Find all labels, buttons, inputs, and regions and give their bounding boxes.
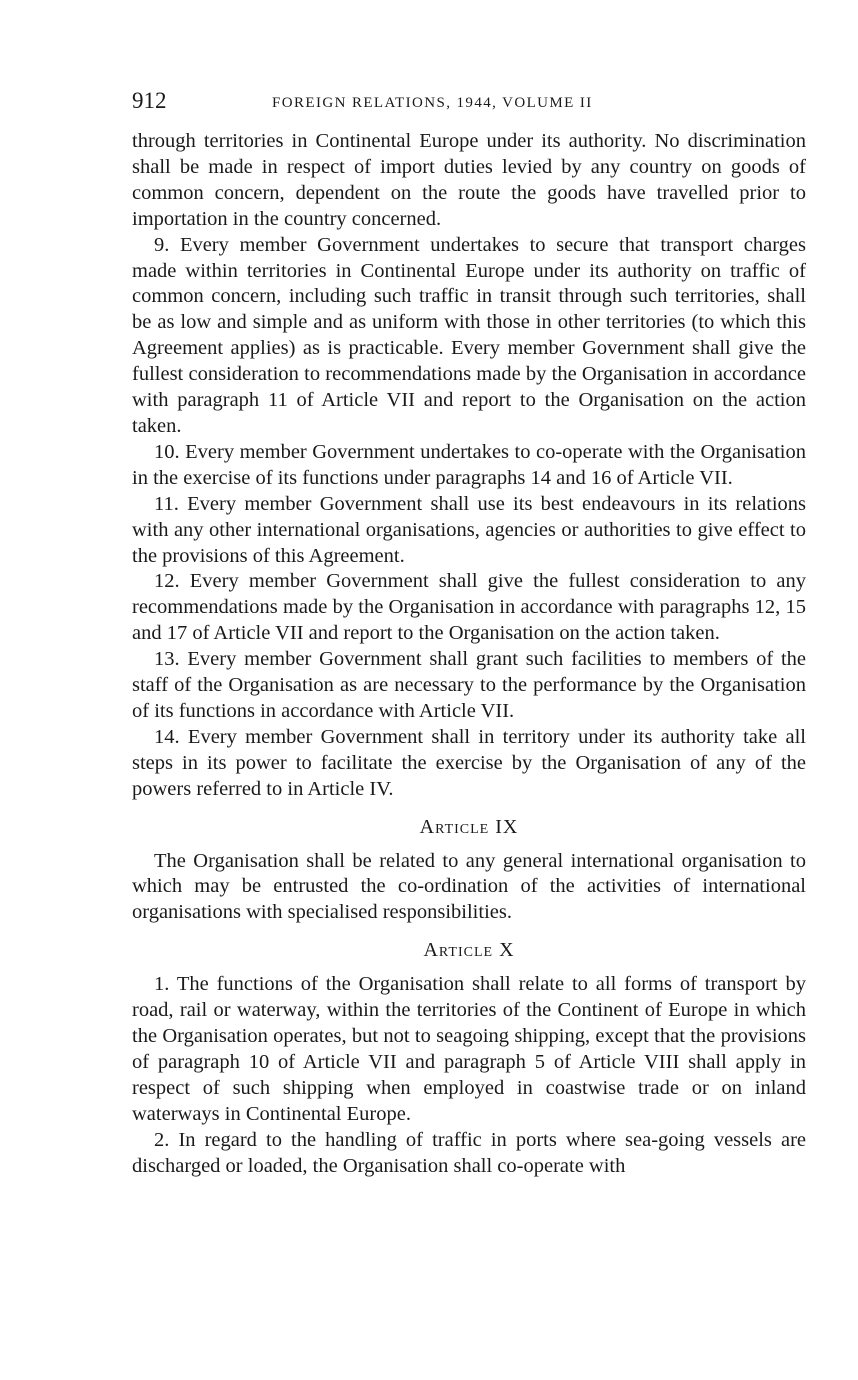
article-x-heading: Article X	[423, 939, 515, 962]
document-body	[132, 129, 806, 1180]
paragraph-14: 14. Every member Government shall in territory under its authority take all steps in its power to facilitate the exercise by the Organisation of any of the powers referred to in Article IV.	[132, 725, 806, 800]
page-number: 912	[132, 88, 167, 113]
article-ix-heading: Article IX	[419, 815, 519, 838]
article-ix-paragraph: The Organisation shall be related to any general international organisation to which may be entrusted the co-ordination of the activities of international organisations with specialised responsibilities.	[132, 849, 806, 924]
paragraph-13: 13. Every member Government shall grant such facilities to members of the staff of the Organisation as are necessary to the performance by the Organisation of its functions in accordance with Article VII.	[132, 648, 806, 722]
article-x-paragraph-1: 1. The functions of the Organisation shall relate to all forms of transport by road, rail or waterway, within the territories of the Continent of Europe in which the Organisation operates, but not to seagoing shipping, except that the provisions of paragraph 10 of Article VII and paragraph 5 of Article VIII shall apply in respect of such shipping when employed in coastwise trade or on inland waterways in Continental Europe.	[132, 973, 806, 1125]
paragraph-11: 11. Every member Government shall use its best endeavours in its relations with any other international organisations, agencies or authorities to give effect to the provisions of this Agreement.	[132, 492, 806, 567]
article-x-paragraph-2: 2. In regard to the handling of traffic in ports where sea-going vessels are discharged or loaded, the Organisation shall co-operate with	[132, 1128, 806, 1177]
running-head	[132, 84, 806, 118]
paragraph-10: 10. Every member Government undertakes to co-operate with the Organisation in the exercise of its functions under paragraphs 14 and 16 of Article VII.	[132, 440, 806, 489]
running-title: FOREIGN RELATIONS, 1944, VOLUME II	[272, 95, 593, 111]
paragraph-12: 12. Every member Government shall give the fullest consideration to any recommendations made by the Organisation in accordance with paragraphs 12, 15 and 17 of Article VII and report to the Organisation on the action taken.	[132, 570, 806, 645]
document-page	[132, 84, 806, 1180]
continued-paragraph: through territories in Continental Europe under its authority. No discrimination shall be made in respect of import duties levied by any country on goods of common concern, dependent on the route the goods have travelled prior to importation in the country concerned.	[132, 130, 806, 230]
paragraph-9: 9. Every member Government undertakes to secure that transport charges made within territories in Continental Europe under its authority on traffic of common concern, including such traffic in transit through such territories, shall be as low and simple and as uniform with those in other territories (to which this Agreement applies) as is practicable. Every member Government shall give the fullest consideration to recommendations made by the Organisation in accordance with paragraph 11 of Article VII and report to the Organisation on the action taken.	[132, 233, 806, 437]
